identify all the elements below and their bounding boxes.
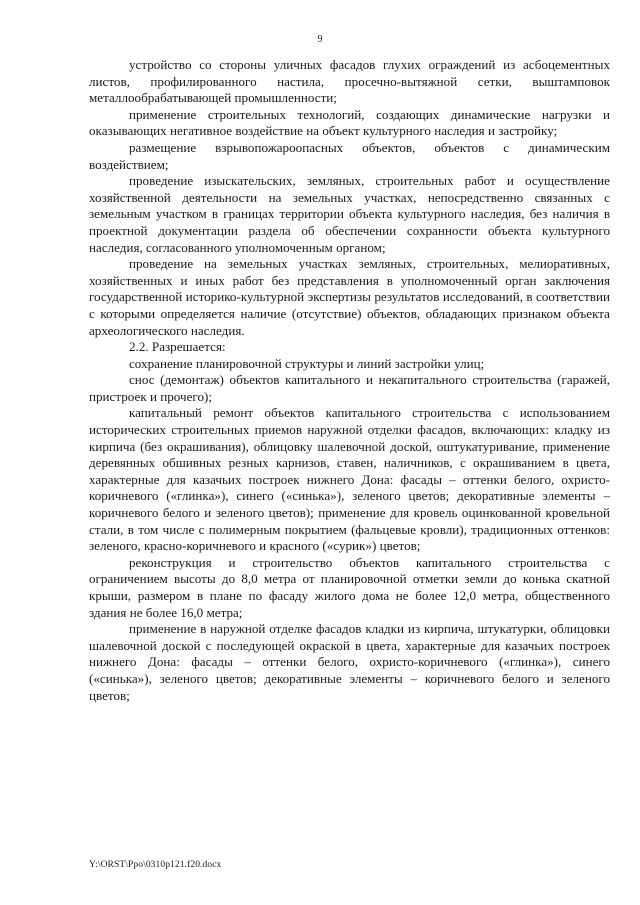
document-body (89, 57, 610, 704)
paragraph: проведение изыскательских, земляных, строительных работ и осуществление хозяйственной деятельности на земельных участках, непосредственно связанных с земельным участком в границах территории объекта культурного наследия, без наличия в проектной документации раздела об обеспечении сохранности объекта культурного наследия, согласованного уполномоченным органом; (89, 173, 610, 255)
paragraph: снос (демонтаж) объектов капитального и некапитального строительства (гаражей, пристроек и прочего); (89, 372, 610, 404)
page-number: 9 (317, 34, 323, 45)
paragraph: проведение на земельных участках земляных, строительных, мелиоративных, хозяйственных и иных работ без представления в уполномоченный орган заключения государственной историко-культурной экспертизы результатов исследований, в соответствии с которыми определяется наличие (отсутствие) объектов, обладающих признаком объекта археологического наследия. (89, 256, 610, 338)
paragraph: реконструкция и строительство объектов капитального строительства с ограничением высоты до 8,0 метра от планировочной отметки земли до конька скатной крыши, размером в плане по фасаду жилого дома не более 12,0 метра, общественного здания не более 16,0 метра; (89, 554, 610, 620)
paragraph: капитальный ремонт объектов капитального строительства с использованием исторических строительных приемов наружной отделки фасадов, включающих: кладку из кирпича (без окрашивания), облицовку шалевочной доской, оштукатуривание, применение деревянных обшивных резных карнизов, ставен, наличников, с окрашиванием в цвета, характерные для казачьих построек нижнего Дона: фасады – оттенки белого, охристо-коричневого («глинка»), синего («синька»), зеленого цветов; декоративные элементы – коричневого белого и зеленого цветов); применение для кровель оцинкованной кровельной стали, в том числе с полимерным покрытием (фальцевые кровли), традиционных оттенков: зеленого, красно-коричневого и красного («сурик») цветов; (89, 405, 610, 554)
section-heading: 2.2. Разрешается: (129, 339, 226, 355)
paragraph: устройство со стороны уличных фасадов глухих ограждений из асбоцементных листов, профилированного настила, просечно-вытяжной сетки, выштамповок металлообрабатывающей промышленности; (89, 57, 610, 106)
paragraph: размещение взрывопожароопасных объектов, объектов с динамическим воздействием; (89, 139, 610, 172)
paragraph: сохранение планировочной структуры и линий застройки улиц; (129, 355, 485, 371)
paragraph: применение строительных технологий, создающих динамические нагрузки и оказывающих негативное воздействие на объект культурного наследия и застройку; (89, 106, 610, 139)
footer-file-path: Y:\ORST\Ppo\0310p121.f20.docx (89, 860, 222, 870)
paragraph: применение в наружной отделке фасадов кладки из кирпича, штукатурки, облицовки шалевочной доской с последующей окраской в цвета, характерные для казачьих построек нижнего Дона: фасады – оттенки белого, охристо-коричневого («глинка»), синего («синька»), зеленого цветов; декоративные элементы – коричневого белого и зеленого цветов; (89, 621, 610, 703)
